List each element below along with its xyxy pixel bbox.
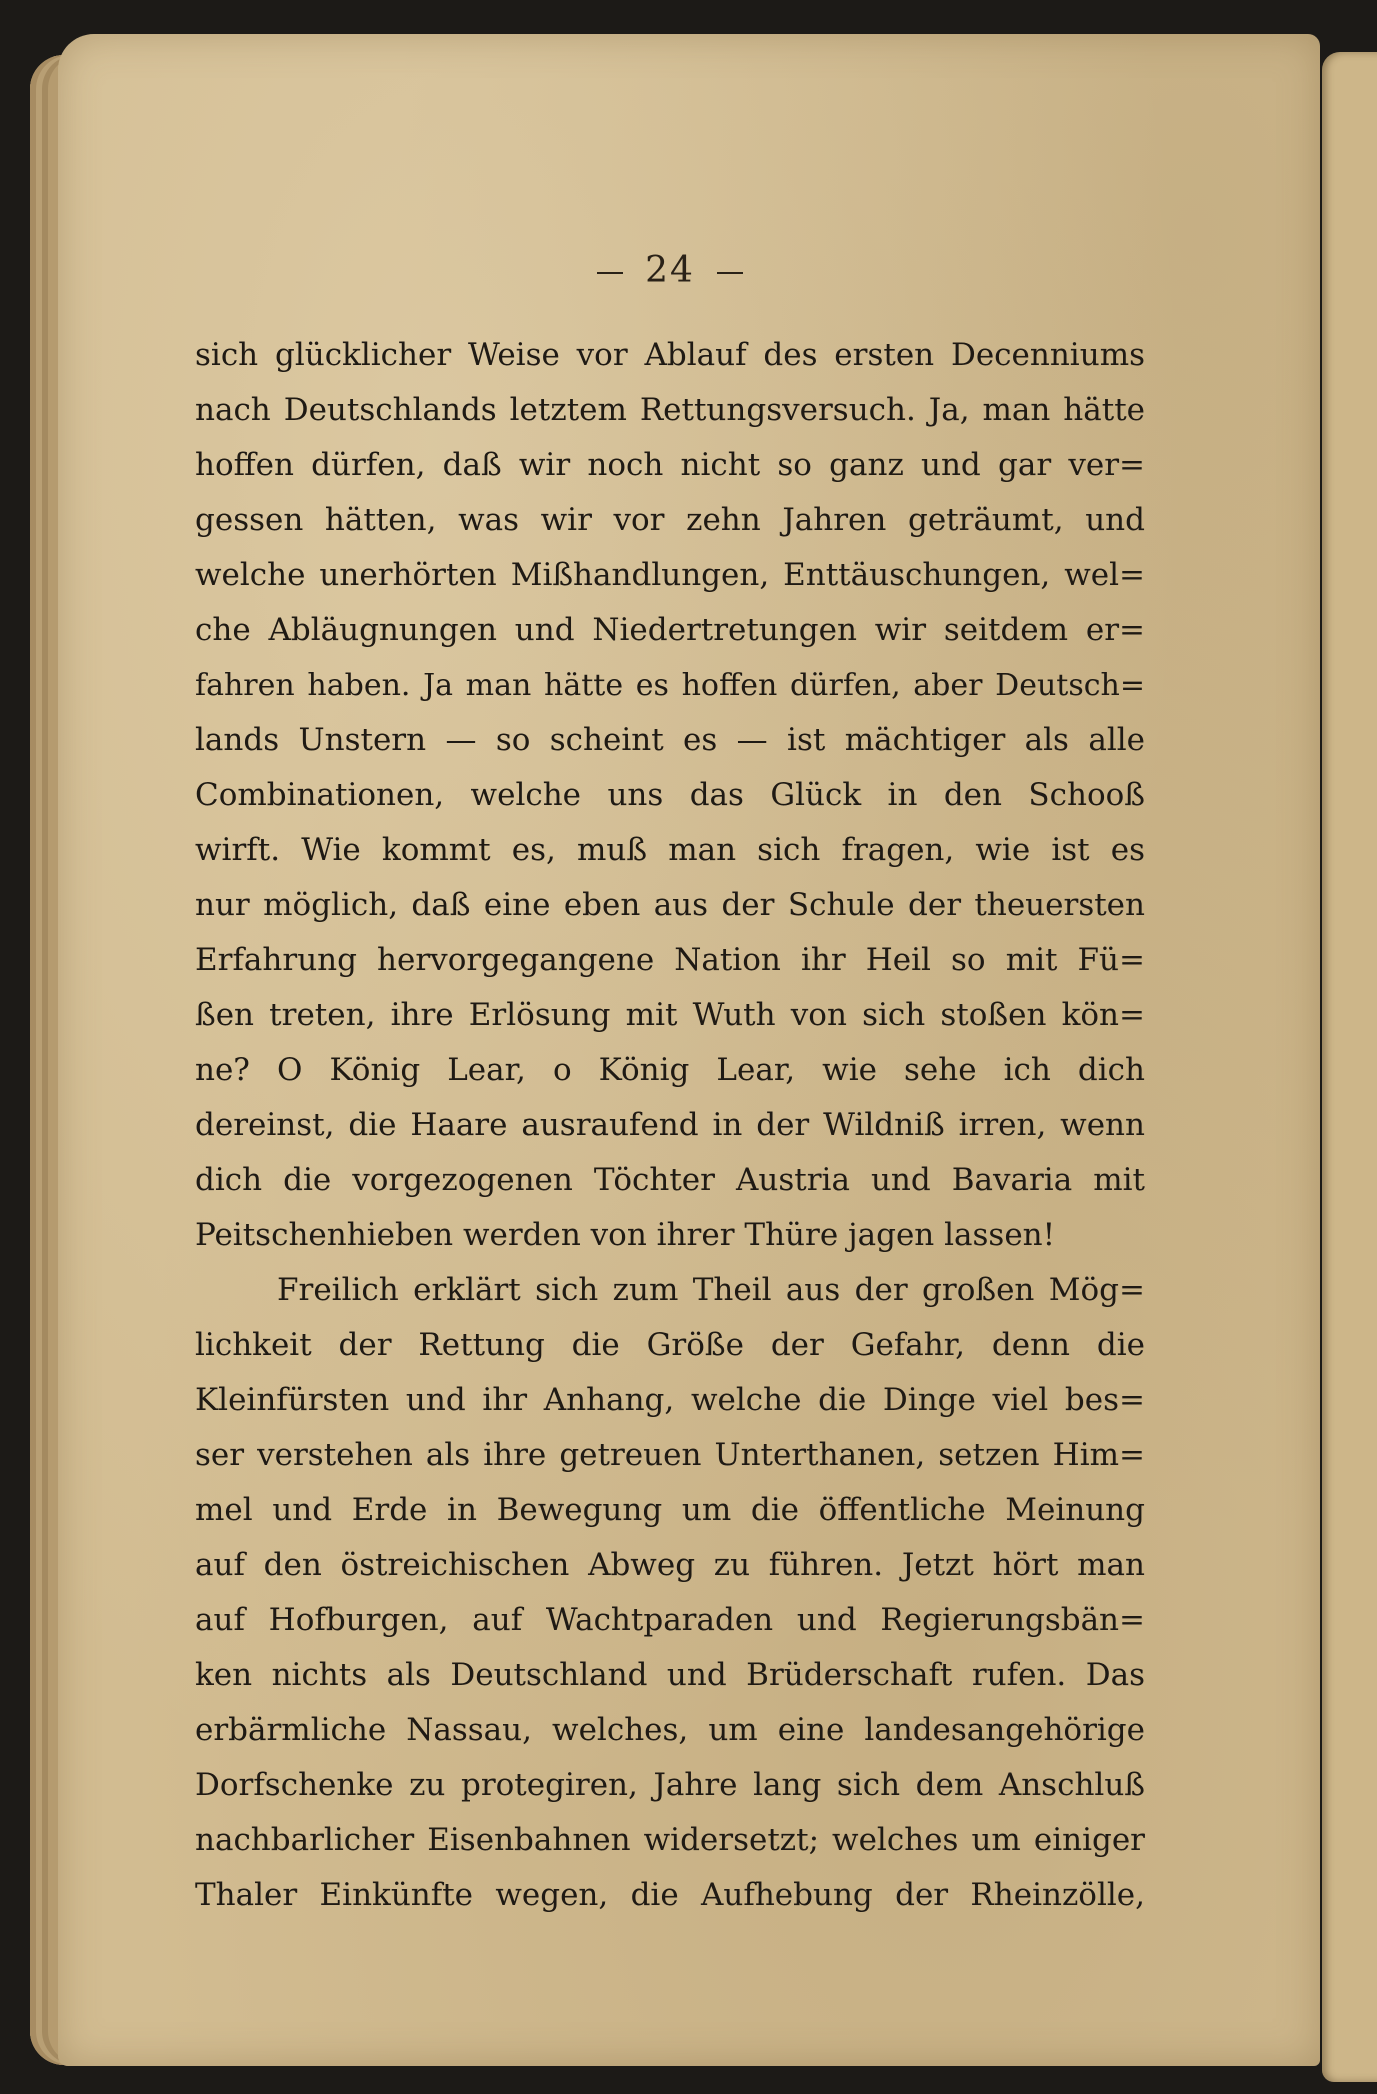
paragraph-start-line: Freilich erklärt sich zum Theil aus der großen Mög= <box>277 1272 1145 1308</box>
text-line: nach Deutschlands letztem Rettungsversuch. Ja, man hätte <box>195 392 1145 428</box>
facing-page-edge <box>1322 52 1377 2082</box>
page-number-value: 24 <box>645 250 695 291</box>
text-line: auf den östreichischen Abweg zu führen. Jetzt hört man <box>195 1547 1145 1583</box>
text-line: Dorfschenke zu protegiren, Jahre lang sich dem Anschluß <box>195 1767 1145 1803</box>
text-line: dereinst, die Haare ausraufend in der Wildniß irren, wenn <box>195 1107 1145 1143</box>
text-line: nur möglich, daß eine eben aus der Schule der theuersten <box>195 887 1145 923</box>
text-line: auf Hofburgen, auf Wachtparaden und Regierungsbän= <box>195 1602 1145 1638</box>
text-line: ken nichts als Deutschland und Brüderschaft rufen. Das <box>195 1657 1145 1693</box>
page-number-dash-left <box>597 272 623 274</box>
text-line: hoffen dürfen, daß wir noch nicht so ganz und gar ver= <box>195 447 1145 483</box>
text-line: gessen hätten, was wir vor zehn Jahren geträumt, und <box>195 502 1145 538</box>
text-line: fahren haben. Ja man hätte es hoffen dürfen, aber Deutsch= <box>195 668 1145 703</box>
text-line: wirft. Wie kommt es, muß man sich fragen, wie ist es <box>195 832 1145 868</box>
text-line: mel und Erde in Bewegung um die öffentliche Meinung <box>195 1492 1145 1528</box>
page-number-dash-right <box>717 272 743 274</box>
text-line: sich glücklicher Weise vor Ablauf des ersten Decenniums <box>195 337 1145 373</box>
text-line: welche unerhörten Mißhandlungen, Enttäuschungen, wel= <box>195 557 1145 593</box>
text-line: che Abläugnungen und Niedertretungen wir seitdem er= <box>195 612 1145 648</box>
text-line: ne? O König Lear, o König Lear, wie sehe ich dich <box>195 1052 1145 1088</box>
text-line: ßen treten, ihre Erlösung mit Wuth von sich stoßen kön= <box>195 997 1145 1033</box>
text-line: erbärmliche Nassau, welches, um eine landesangehörige <box>195 1712 1145 1748</box>
page-number <box>560 250 780 291</box>
paragraph-end-line: Peitschenhieben werden von ihrer Thüre jagen lassen! <box>195 1217 1056 1253</box>
text-line: nachbarlicher Eisenbahnen widersetzt; welches um einiger <box>195 1822 1145 1858</box>
text-line: Thaler Einkünfte wegen, die Aufhebung der Rheinzölle, <box>195 1877 1145 1913</box>
text-line: dich die vorgezogenen Töchter Austria und Bavaria mit <box>195 1162 1145 1198</box>
text-line: Erfahrung hervorgegangene Nation ihr Heil so mit Fü= <box>195 942 1145 978</box>
text-line: Combinationen, welche uns das Glück in den Schooß <box>195 777 1145 813</box>
text-line: lichkeit der Rettung die Größe der Gefahr, denn die <box>195 1327 1145 1363</box>
body-text <box>195 328 1145 1923</box>
text-line: Kleinfürsten und ihr Anhang, welche die Dinge viel bes= <box>195 1382 1145 1418</box>
text-line: ser verstehen als ihre getreuen Unterthanen, setzen Him= <box>195 1437 1145 1473</box>
text-line: lands Unstern — so scheint es — ist mächtiger als alle <box>195 722 1145 758</box>
